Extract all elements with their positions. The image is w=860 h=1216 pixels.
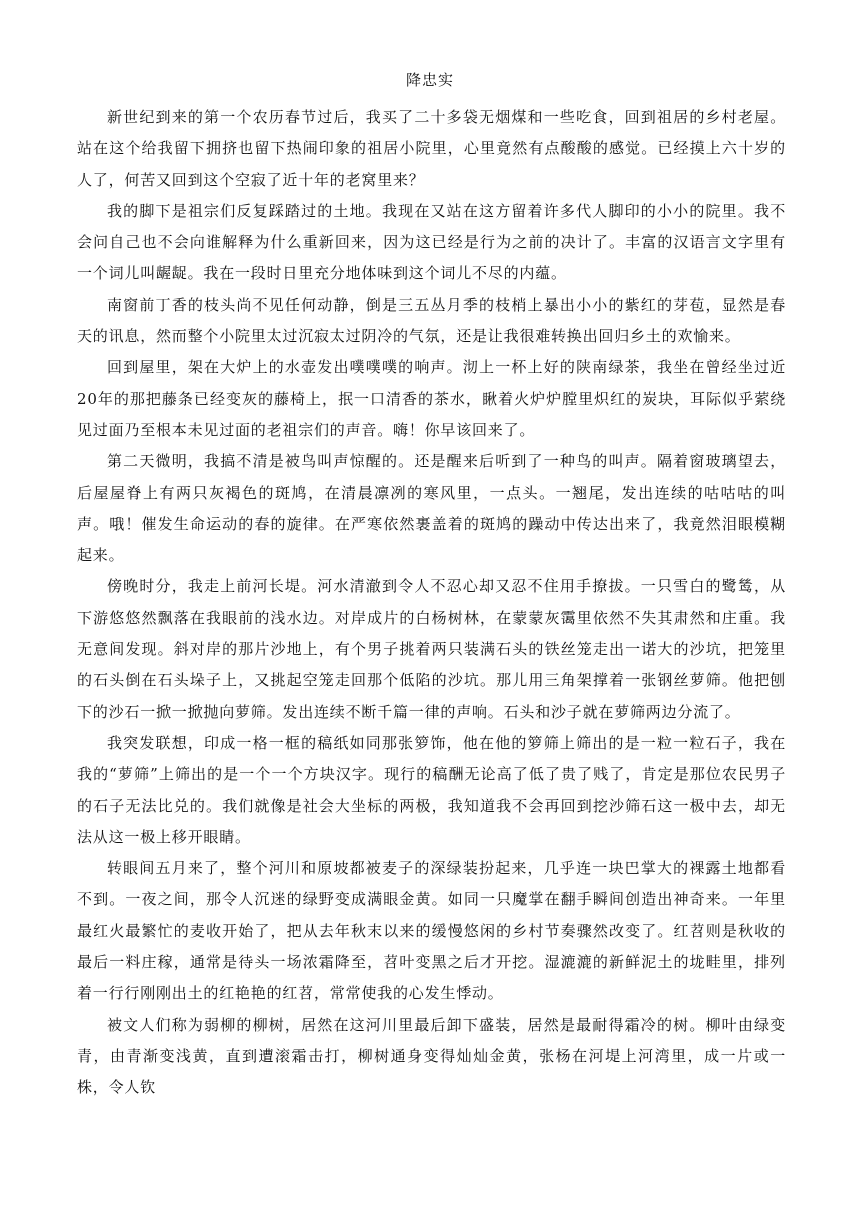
author-name: 降忠实 bbox=[405, 71, 454, 89]
paragraph-5: 第二天微明，我搞不清是被鸟叫声惊醒的。还是醒来后听到了一种鸟的叫声。隔着窗玻璃望去，后屋屋脊上有两只灰褐色的斑鸠，在清晨凛冽的寒风里，一点头。一翘尾，发出连续的咕咕咕的叫声。哦！催发生命运动的春的旋律。在严寒依然裹盖着的斑鸠的躁动中传达出来了，我竟然泪眼模糊起来。 bbox=[77, 452, 786, 565]
paragraph-8: 转眼间五月来了，整个河川和原坡都被麦子的深绿装扮起来，几乎连一块巴掌大的裸露土地都看不到。一夜之间，那令人沉迷的绿野变成满眼金黄。如同一只魔掌在翻手瞬间创造出神奇来。一年里最红火最繁忙的麦收开始了，把从去年秋末以来的缓慢悠闲的乡村节奏骤然改变了。红苕则是秋收的最后一料庄稼，通常是待头一场浓霜降至，苕叶变黑之后才开挖。湿漉漉的新鲜泥土的垅畦里，排列着一行行刚刚出土的红艳艳的红苕，常常使我的心发生悸动。 bbox=[77, 859, 786, 1003]
article-body bbox=[77, 102, 786, 1104]
paragraph-1: 新世纪到来的第一个农历春节过后，我买了二十多袋无烟煤和一些吃食，回到祖居的乡村老屋。站在这个给我留下拥挤也留下热闹印象的祖居小院里，心里竟然有点酸酸的感觉。已经摸上六十岁的人了，何苦又回到这个空寂了近十年的老窝里来？ bbox=[77, 108, 786, 189]
paragraph-4: 回到屋里，架在大炉上的水壶发出噗噗噗的响声。沏上一杯上好的陕南绿茶，我坐在曾经坐过近20年的那把藤条已经变灰的藤椅上，抿一口清香的茶水，瞅着火炉炉膛里炽红的炭块，耳际似乎萦绕见过面乃至根本未见过面的老祖宗们的声音。嗨！你早该回来了。 bbox=[77, 358, 786, 439]
paragraph-9: 被文人们称为弱柳的柳树，居然在这河川里最后卸下盛装，居然是最耐得霜冷的树。柳叶由绿变青，由青渐变浅黄，直到遭滚霜击打，柳树通身变得灿灿金黄，张杨在河堤上河湾里，成一片或一株，令人钦 bbox=[77, 1015, 786, 1097]
paragraph-6: 傍晚时分，我走上前河长堤。河水清澈到令人不忍心却又忍不住用手撩拔。一只雪白的鹭鸶，从下游悠悠然飘落在我眼前的浅水边。对岸成片的白杨树林，在蒙蒙灰霭里依然不失其肃然和庄重。我无意间发现。斜对岸的那片沙地上，有个男子挑着两只装满石头的铁丝笼走出一诺大的沙坑，把笼里的石头倒在石头垛子上，又挑起空笼走回那个低陷的沙坑。那儿用三角架撑着一张钢丝萝筛。他把刨下的沙石一掀一掀抛向萝筛。发出连续不断千篇一律的声响。石头和沙子就在萝筛两边分流了。 bbox=[77, 577, 786, 721]
paragraph-2: 我的脚下是祖宗们反复踩踏过的土地。我现在又站在这方留着许多代人脚印的小小的院里。我不会问自己也不会向谁解释为什么重新回来，因为这已经是行为之前的决计了。丰富的汉语言文字里有一个词儿叫龌龊。我在一段时日里充分地体味到这个词儿不尽的内蕴。 bbox=[77, 201, 786, 283]
paragraph-3: 南窗前丁香的枝头尚不见任何动静，倒是三五丛月季的枝梢上暴出小小的紫红的芽苞，显然是春天的讯息，然而整个小院里太过沉寂太过阴冷的气氛，还是让我很难转换出回归乡土的欢愉来。 bbox=[77, 295, 786, 346]
paragraph-7: 我突发联想，印成一格一框的稿纸如同那张箩饰，他在他的箩筛上筛出的是一粒一粒石子，我在我的“萝筛”上筛出的是一个一个方块汉字。现行的稿酬无论高了低了贵了贱了，肯定是那位农民男子的石子无法比兑的。我们就像是社会大坐标的两极，我知道我不会再回到挖沙筛石这一极中去，却无法从这一极上移开眼睛。 bbox=[77, 733, 786, 846]
